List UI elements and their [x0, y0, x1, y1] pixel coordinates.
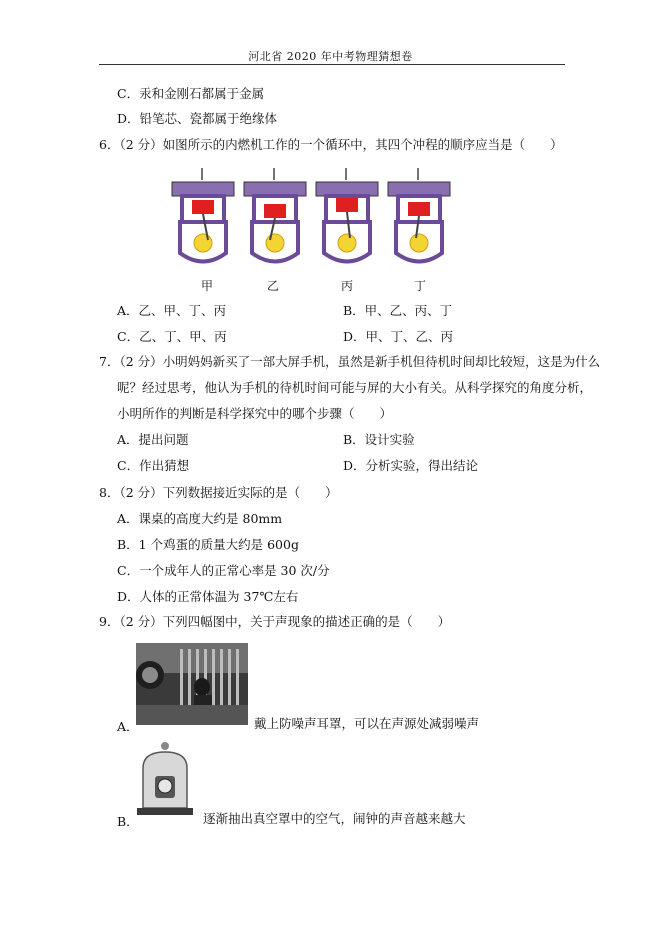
q6-option-d: D．甲、丁、乙、丙	[343, 329, 454, 344]
engine-strokes-figure	[170, 168, 460, 273]
q8-option-a: A．课桌的高度大约是 80mm	[117, 511, 283, 526]
q7-option-a: A．提出问题	[117, 432, 189, 447]
q8-option-c: C．一个成年人的正常心率是 30 次/分	[117, 563, 330, 578]
q7-line-3: 小明所作的判断是科学探究中的哪个步骤（ ）	[117, 406, 393, 421]
engine-label-yi: 乙	[266, 279, 279, 293]
q9-option-a-letter: A．	[117, 719, 139, 734]
q9-option-b-text: 逐渐抽出真空罩中的空气，闹钟的声音越来越大	[203, 811, 466, 826]
engine-label-bing: 丙	[340, 279, 353, 293]
bell-jar-photo	[133, 740, 197, 820]
header-rule	[99, 64, 565, 65]
q8-option-d: D．人体的正常体温为 37℃左右	[117, 589, 299, 604]
q7-option-c: C．作出猜想	[117, 458, 190, 473]
engine-bing	[316, 168, 378, 262]
q6-option-c: C．乙、丁、甲、丙	[117, 329, 227, 344]
q8-stem: 8．（2 分）下列数据接近实际的是（ ）	[99, 485, 338, 500]
factory-photo	[136, 643, 248, 725]
q8-option-b: B．1 个鸡蛋的质量大约是 600g	[117, 537, 299, 552]
engine-label-ding: 丁	[413, 279, 426, 293]
engine-ding	[388, 168, 450, 262]
q7-line-2: 呢？经过思考，他认为手机的待机时间可能与屏的大小有关。从科学探究的角度分析，	[117, 380, 593, 395]
q9-option-a-text: 戴上防噪声耳罩，可以在声源处减弱噪声	[254, 716, 480, 731]
engine-jia	[172, 168, 234, 262]
q6-option-a: A．乙、甲、丁、丙	[117, 303, 227, 318]
q7-option-b: B．设计实验	[343, 432, 415, 447]
q6-stem: 6．（2 分）如图所示的内燃机工作的一个循环中，其四个冲程的顺序应当是（ ）	[99, 137, 563, 152]
q5-option-c: C．汞和金刚石都属于金属	[117, 86, 265, 101]
page-header: 河北省 2020 年中考物理猜想卷	[248, 50, 413, 63]
q6-option-b: B．甲、乙、丙、丁	[343, 303, 453, 318]
q7-line-1: 7．（2 分）小明妈妈新买了一部大屏手机，虽然是新手机但待机时间却比较短，这是为什么	[99, 354, 601, 369]
q9-option-b-letter: B．	[117, 814, 139, 829]
q7-option-d: D．分析实验，得出结论	[343, 458, 479, 473]
engine-yi	[244, 168, 306, 262]
q5-option-d: D．铅笔芯、瓷都属于绝缘体	[117, 111, 278, 126]
q9-stem: 9．（2 分）下列四幅图中，关于声现象的描述正确的是（ ）	[99, 614, 451, 629]
engine-label-jia: 甲	[200, 279, 213, 293]
